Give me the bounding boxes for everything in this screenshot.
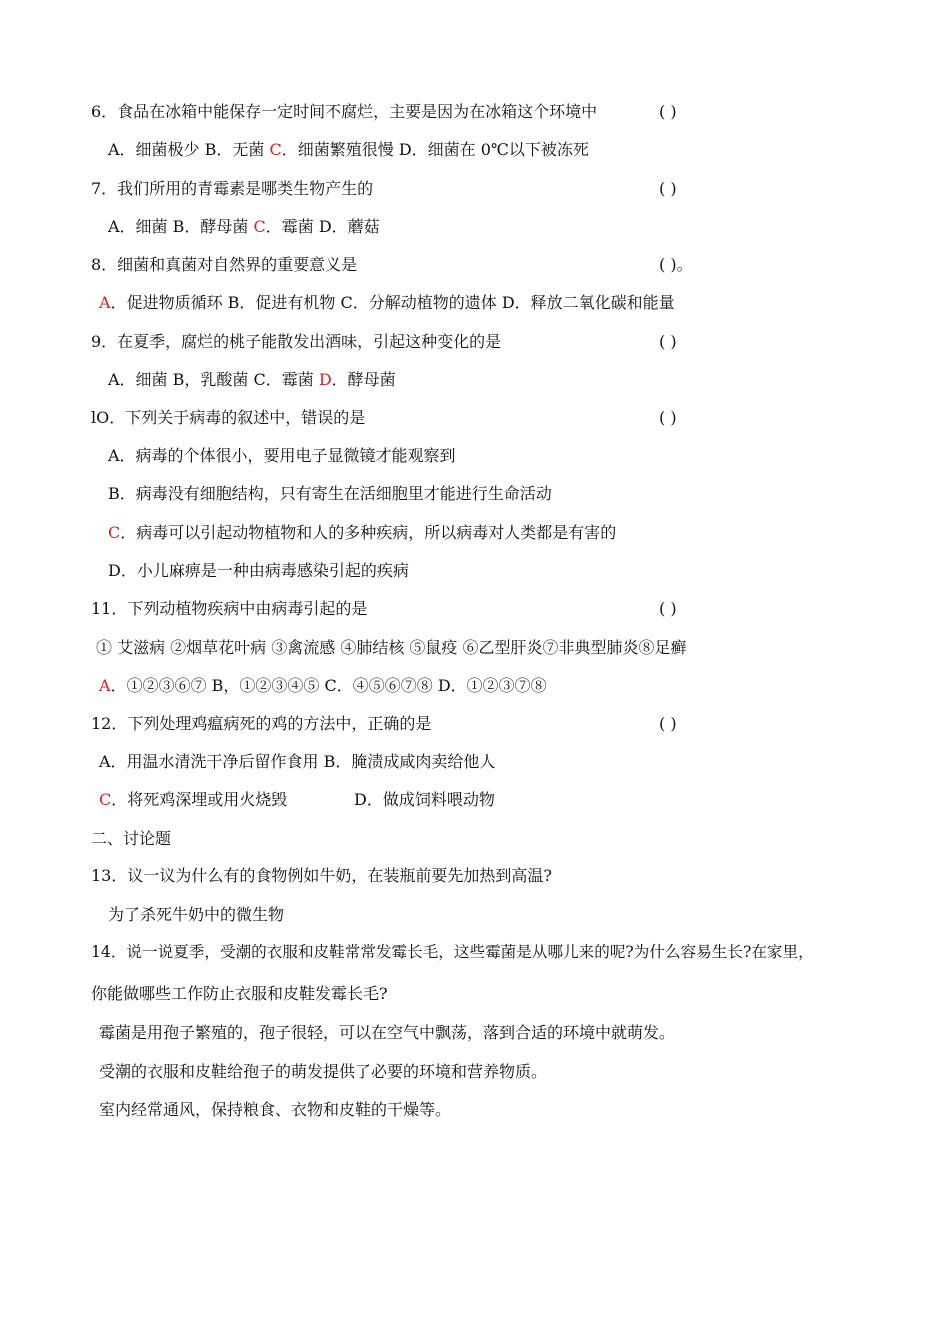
- q6-options: [108, 140, 589, 160]
- q6-option-ab: A．细菌极少 B．无菌: [108, 140, 270, 159]
- q11-answer-letter: A: [99, 676, 111, 695]
- q7-option-cd: ．霉菌 D．蘑菇: [265, 217, 380, 236]
- q12-option-c: [99, 790, 287, 810]
- q12-option-ab: A．用温水清洗干净后留作食用 B．腌渍成咸肉卖给他人: [99, 752, 496, 771]
- q11-option-text: ．①②③⑥⑦ B，①②③④⑤ C．④⑤⑥⑦⑧ D．①②③⑦⑧: [110, 676, 547, 695]
- q10-option-c-text: ．病毒可以引起动物植物和人的多种疾病，所以病毒对人类都是有害的: [120, 523, 617, 542]
- q6-answer-letter: C: [269, 140, 282, 159]
- q11-options: [99, 676, 547, 696]
- q6-option-cd: ．细菌繁殖很慢 D．细菌在 0℃以下被冻死: [281, 140, 589, 159]
- q8-option-text: ．促进物质循环 B．促进有机物 C．分解动植物的遗体 D．释放二氧化碳和能量: [110, 293, 675, 312]
- q7-answer-letter: C: [253, 217, 266, 236]
- q8-options: [99, 293, 675, 313]
- section-heading: 二、讨论题: [91, 829, 172, 848]
- q10-option-a: A．病毒的个体很小，要用电子显微镜才能观察到: [108, 446, 456, 465]
- q10-option-b: B．病毒没有细胞结构，只有寄生在活细胞里才能进行生命活动: [108, 484, 552, 503]
- q11-stem: 11．下列动植物疾病中由病毒引起的是: [91, 599, 368, 618]
- q12-answer-letter: C: [99, 790, 112, 809]
- q8-answer-letter: A: [99, 293, 111, 312]
- q14-stem-line1: 14．说一说夏季，受潮的衣服和皮鞋常常发霉长毛，这些霉菌是从哪儿来的呢?为什么容易生长?在家里，: [91, 943, 814, 961]
- q10-answer-bracket: ( ): [659, 408, 677, 427]
- q8-stem: 8．细菌和真菌对自然界的重要意义是: [91, 255, 358, 274]
- q10-option-c: [108, 523, 616, 543]
- q12-stem: 12．下列处理鸡瘟病死的鸡的方法中，正确的是: [91, 714, 432, 733]
- q11-answer-bracket: ( ): [659, 599, 677, 618]
- q9-answer-letter: D: [318, 370, 332, 389]
- q14-answer-2: 受潮的衣服和皮鞋给孢子的萌发提供了必要的环境和营养物质。: [99, 1062, 548, 1081]
- q7-stem: 7．我们所用的青霉素是哪类生物产生的: [91, 179, 374, 198]
- q7-answer-bracket: ( ): [659, 179, 677, 198]
- q12-option-d: D．做成饲料喂动物: [354, 790, 495, 809]
- q9-option-d: ．酵母菌: [331, 370, 396, 389]
- q10-option-d: D．小儿麻痹是一种由病毒感染引起的疾病: [108, 561, 409, 580]
- q7-options: [108, 217, 380, 237]
- q9-stem: 9．在夏季，腐烂的桃子能散发出酒味，引起这种变化的是: [91, 332, 502, 351]
- q7-option-ab: A．细菌 B．酵母菌: [108, 217, 254, 236]
- q9-options: [108, 370, 396, 390]
- q13-answer: 为了杀死牛奶中的微生物: [108, 905, 285, 924]
- q8-answer-bracket: ( )。: [659, 255, 693, 274]
- q12-option-c-text: ．将死鸡深埋或用火烧毁: [111, 790, 288, 809]
- q12-answer-bracket: ( ): [659, 714, 677, 733]
- q14-stem-line2: 你能做哪些工作防止衣服和皮鞋发霉长毛?: [91, 984, 388, 1003]
- q9-option-abc: A．细菌 B，乳酸菌 C．霉菌: [108, 370, 319, 389]
- q6-stem: 6．食品在冰箱中能保存一定时间不腐烂，主要是因为在冰箱这个环境中: [91, 102, 598, 121]
- q14-answer-1: 霉菌是用孢子繁殖的，孢子很轻，可以在空气中飘荡，落到合适的环境中就萌发。: [99, 1023, 676, 1042]
- q11-disease-list: ① 艾滋病 ②烟草花叶病 ③禽流感 ④肺结核 ⑤鼠疫 ⑥乙型肝炎⑦非典型肺炎⑧足癣: [96, 638, 687, 657]
- q6-answer-bracket: ( ): [659, 102, 677, 121]
- q14-answer-3: 室内经常通风，保持粮食、衣物和皮鞋的干燥等。: [99, 1100, 452, 1119]
- q9-answer-bracket: ( ): [659, 332, 677, 351]
- q10-stem: lO．下列关于病毒的叙述中，错误的是: [91, 408, 366, 427]
- q13-stem: 13．议一议为什么有的食物例如牛奶，在装瓶前要先加热到高温?: [91, 866, 552, 885]
- q10-answer-letter: C: [108, 523, 121, 542]
